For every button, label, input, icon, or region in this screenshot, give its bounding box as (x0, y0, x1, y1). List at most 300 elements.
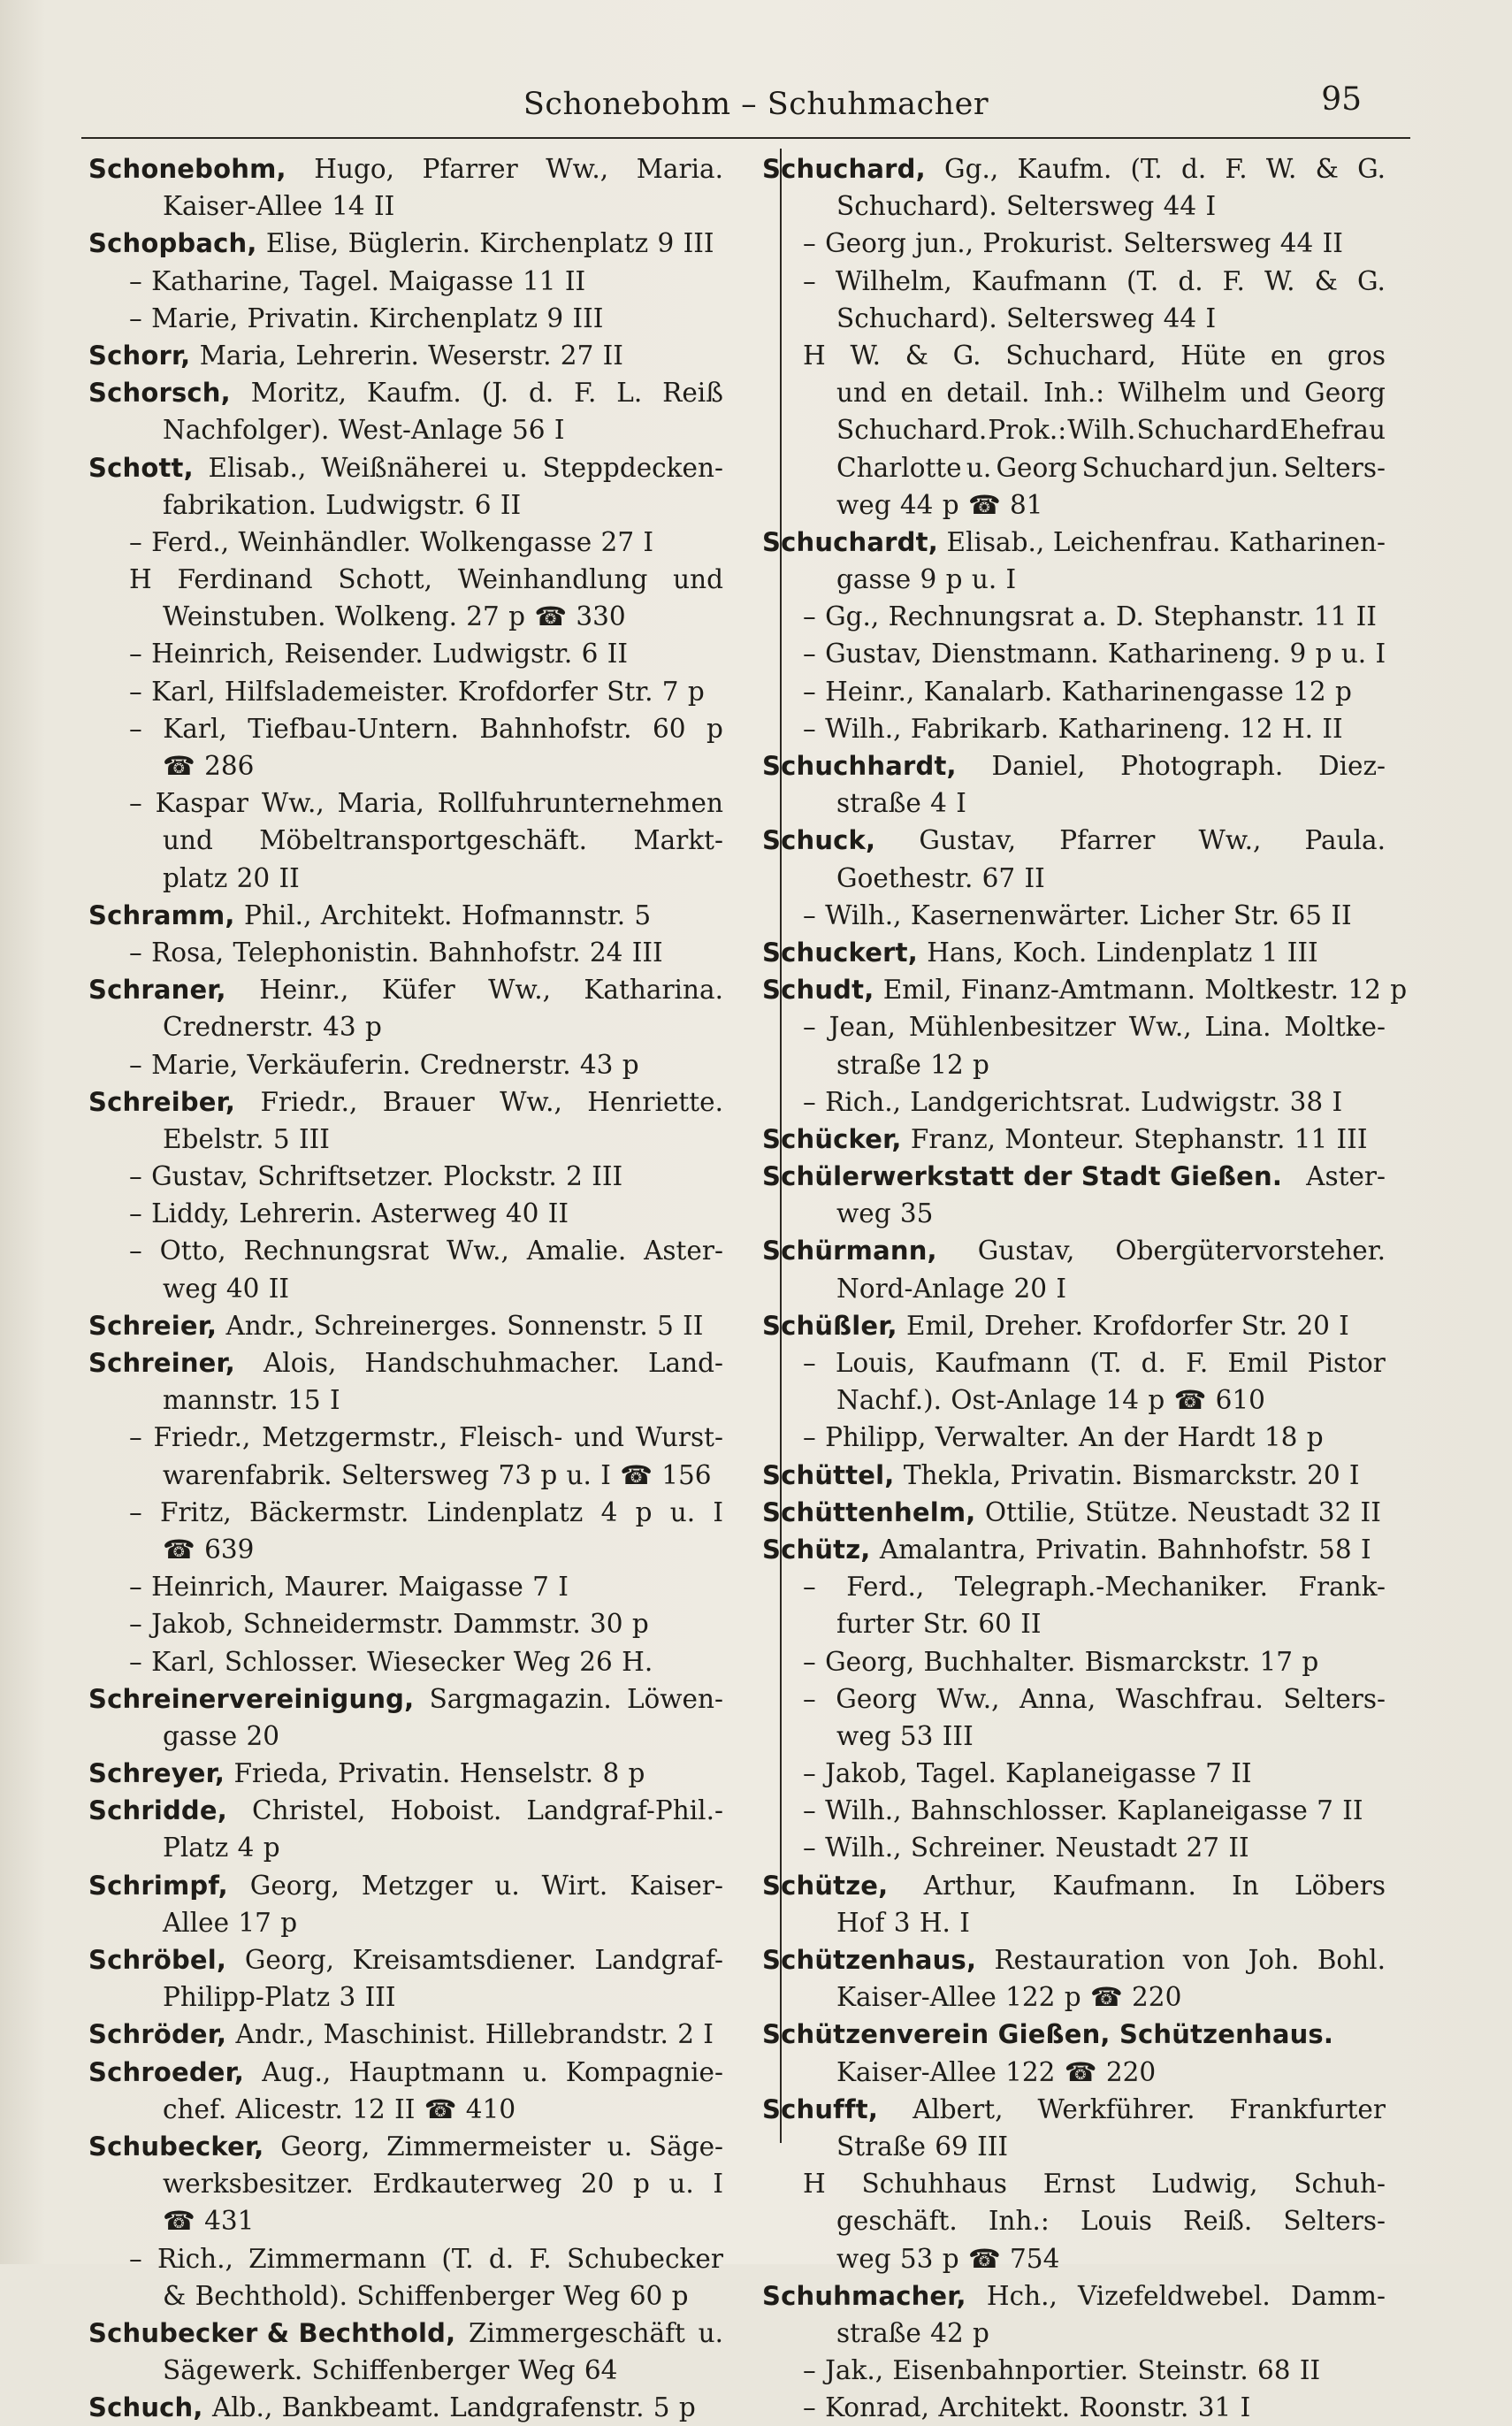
entry-line (88, 710, 723, 747)
entry-word: p (945, 564, 963, 595)
entry-word: Löbers (1294, 1870, 1386, 1901)
entry-word: d. (528, 378, 554, 409)
entry-word: Bismarckstr. (1084, 1646, 1251, 1677)
entry-word: Lehrerin. (239, 1198, 363, 1229)
entry-word: – (803, 639, 816, 670)
entry-word: p (942, 2243, 959, 2274)
directory-entry (88, 1158, 723, 1195)
entry-word: p (280, 1907, 298, 1938)
entry-word: straße (836, 2317, 921, 2348)
entry-word: Monteur. (1004, 1123, 1125, 1154)
entry-word: Crednerstr. (163, 1012, 314, 1043)
entry-word: Ww., (488, 975, 551, 1006)
entry-word: Selters- (1283, 452, 1386, 483)
entry-word: u. (966, 452, 992, 483)
entry-word: Charlotte (836, 452, 962, 483)
entry-line (88, 1494, 723, 1531)
entry-word: Krofdorfer (1092, 1310, 1233, 1341)
entry-word: Alois, (263, 1348, 337, 1378)
entry-headword: Schudt, (762, 975, 874, 1006)
entry-word: West-Anlage (338, 415, 503, 446)
entry-word: Gustav, (825, 639, 922, 670)
entry-word: Nord-Anlage (836, 1273, 1005, 1304)
entry-line (762, 860, 1386, 897)
entry-word: W. (1265, 154, 1297, 184)
entry-word: 35 (899, 1198, 934, 1229)
directory-entry (88, 2016, 723, 2053)
entry-word: u. (566, 1459, 592, 1490)
entry-word: – (803, 1795, 816, 1826)
directory-entry (762, 673, 1386, 710)
entry-word: Str. (922, 1609, 970, 1640)
entry-word: Str. (1233, 899, 1280, 930)
entry-word: Frank- (1298, 1572, 1386, 1603)
entry-word: Gustav, (919, 825, 1017, 856)
entry-word: – (129, 2243, 142, 2274)
entry-word: 12 (930, 1049, 964, 1080)
entry-line (88, 150, 723, 187)
entry-line (88, 225, 723, 262)
entry-word: 30 (590, 1609, 623, 1640)
entry-word: 43 (323, 1012, 356, 1043)
entry-word: Thekla, (903, 1459, 1002, 1490)
entry-word: 38 (1289, 1086, 1324, 1117)
entry-word: u. (698, 2317, 723, 2348)
entry-word: – (803, 1833, 816, 1864)
phone-icon: ☎ (163, 2206, 195, 2237)
entry-word: und (836, 378, 887, 409)
entry-word: Hardt (1177, 1422, 1256, 1453)
entry-line (762, 263, 1386, 300)
entry-word: II (1024, 862, 1045, 893)
entry-word: Photograph. (1120, 751, 1284, 781)
entry-word: Sägewerk. (163, 2355, 303, 2386)
entry-word: II (1322, 228, 1343, 259)
entry-line (88, 449, 723, 486)
directory-entry (762, 1083, 1386, 1121)
entry-word: II (1299, 2355, 1321, 2386)
entry-word: Emil, (882, 975, 952, 1006)
entry-word: Hof (836, 1907, 885, 1938)
entry-word: gasse (836, 564, 912, 595)
entry-word: & (1314, 265, 1338, 296)
entry-word: F. (1222, 265, 1245, 296)
entry-line (762, 1232, 1386, 1269)
entry-word: Wiesecker (367, 1646, 505, 1677)
entry-word: Georg, (244, 1945, 334, 1975)
entry-word: Straße (836, 2131, 926, 2162)
entry-word: 9 (546, 302, 564, 333)
entry-word: Arthur, (923, 1870, 1018, 1901)
entry-word: 20 (1013, 1273, 1048, 1304)
entry-line (88, 1270, 723, 1307)
entry-word: Rich., (157, 2243, 233, 2274)
entry-word: u. (494, 1870, 520, 1901)
entry-word: 31 (1197, 2392, 1232, 2423)
entry-word: 7 (532, 1572, 549, 1603)
directory-entry (762, 822, 1386, 896)
entry-word: mannstr. (163, 1385, 279, 1416)
entry-word: Kanalarb. (923, 676, 1053, 707)
entry-word: – (803, 899, 816, 930)
entry-line (88, 2315, 723, 2352)
entry-word: 156 (661, 1459, 712, 1490)
entry-word: – (803, 676, 816, 707)
entry-line (88, 1232, 723, 1269)
entry-word: Schuchard (1136, 415, 1279, 446)
entry-word: Georg, (249, 1870, 340, 1901)
entry-word: p (635, 1496, 653, 1527)
entry-word: 12 (1348, 975, 1381, 1006)
entry-headword: Schütz, (762, 1534, 871, 1565)
entry-word: Bismarckstr. (1132, 1459, 1298, 1490)
entry-word: Weg (563, 2280, 621, 2311)
entry-word: Marie, (151, 1049, 239, 1080)
directory-entry (762, 747, 1386, 822)
entry-word: Kaplaneigasse (1117, 1795, 1308, 1826)
directory-entry (88, 1792, 723, 1866)
entry-word: Rollfuhrunternehmen (437, 788, 723, 819)
entry-word: Kreisamtsdiener. (352, 1945, 577, 1975)
entry-headword: Schütze, (762, 1870, 889, 1901)
entry-word: Vizefeldwebel. (1077, 2280, 1271, 2311)
directory-entry (762, 150, 1386, 225)
entry-word: Philipp, (825, 1422, 927, 1453)
entry-line (762, 2128, 1386, 2165)
entry-word: Louis, (835, 1348, 916, 1378)
entry-word: 4 (930, 788, 947, 819)
entry-line (88, 2202, 723, 2239)
entry-word: p (1334, 676, 1352, 707)
entry-word: I (1332, 1086, 1343, 1117)
directory-entry (88, 897, 723, 934)
entry-word: Christel, (252, 1795, 366, 1826)
entry-word: Henselstr. (459, 1758, 594, 1789)
entry-word: Heinr., (825, 676, 915, 707)
entry-line (88, 1718, 723, 1755)
entry-word: Wilh., (825, 1833, 902, 1864)
entry-word: weg (836, 1720, 891, 1751)
entry-word: platz (163, 862, 228, 893)
entry-word: der (1123, 1422, 1169, 1453)
entry-word: 5 (653, 2392, 670, 2423)
entry-line (88, 1046, 723, 1083)
entry-headword: Schreinervereinigung, (88, 1683, 415, 1714)
entry-word: Ferd., (846, 1572, 925, 1603)
entry-headword: Schüßler, (762, 1310, 897, 1341)
directory-entry (762, 934, 1386, 971)
entry-word: a. (1082, 601, 1107, 632)
entry-headword: Schreyer, (88, 1758, 225, 1789)
entry-headword: Schuchardt, (762, 526, 938, 557)
entry-line (762, 1419, 1386, 1456)
entry-word: Schuchard). (836, 302, 997, 333)
entry-word: d. (488, 2243, 515, 2274)
directory-entry (762, 1568, 1386, 1642)
entry-word: Ehefrau (1279, 415, 1386, 446)
entry-word: Albert, (913, 2093, 1004, 2124)
entry-line (762, 225, 1386, 262)
entry-word: 3 (339, 1982, 356, 2013)
entry-word: d. (1178, 265, 1203, 296)
entry-headword: Schorr, (88, 340, 191, 371)
entry-word: jun. (1228, 452, 1279, 483)
entry-word: Ww., (936, 1683, 1000, 1714)
entry-word: Crednerstr. (419, 1049, 571, 1080)
entry-word: Gustav, (151, 1161, 248, 1192)
entry-word: Pistor (1307, 1348, 1386, 1378)
entry-word: 122 (1005, 1982, 1056, 2013)
entry-line (88, 2091, 723, 2128)
entry-line (88, 1195, 723, 1232)
phone-icon: ☎ (424, 2093, 457, 2124)
entry-word: en (900, 378, 933, 409)
entry-word: Stephanstr. (1153, 601, 1305, 632)
entry-word: Bahnhofstr. (428, 937, 581, 968)
entry-word: Löwen- (626, 1683, 723, 1714)
entry-word: Karl, (151, 676, 216, 707)
entry-word: Brauer (382, 1086, 475, 1117)
entry-word: Jakob, (151, 1609, 234, 1640)
entry-word: Küfer (381, 975, 455, 1006)
entry-word: I (1375, 639, 1386, 670)
entry-word: Schuchard, (1005, 340, 1157, 371)
entry-word: F. (574, 378, 597, 409)
entry-word: Louis (1080, 2206, 1152, 2237)
entry-word: Inh.: (988, 2206, 1050, 2237)
entry-headword: Schürmann, (762, 1236, 937, 1267)
entry-word: p (1148, 1385, 1165, 1416)
entry-word: II (500, 489, 522, 520)
entry-word: Landgrafenstr. (449, 2392, 645, 2423)
directory-entry (88, 1195, 723, 1232)
entry-word: Emil, (906, 1310, 975, 1341)
entry-word: d. (1180, 154, 1207, 184)
entry-word: 5 (657, 1310, 674, 1341)
directory-entry (88, 225, 723, 262)
directory-entry (762, 1867, 1386, 1941)
entry-line (762, 747, 1386, 784)
entry-word: Tagel. (299, 265, 379, 296)
entry-word: 42 (930, 2317, 964, 2348)
entry-word: 20 (1307, 1459, 1340, 1490)
entry-word: Bahnhofstr. (479, 713, 632, 744)
directory-entry (762, 1643, 1386, 1680)
entry-word: Rosa, (151, 937, 225, 968)
entry-line (88, 784, 723, 822)
entry-word: Plockstr. (443, 1161, 557, 1192)
entry-word: II (1342, 1795, 1363, 1826)
entry-line (762, 710, 1386, 747)
entry-word: Privatin. (1010, 1459, 1123, 1490)
entry-word: chef. (163, 2093, 227, 2124)
entry-word: 73 (498, 1459, 531, 1490)
entry-word: Diez- (1317, 751, 1386, 781)
directory-entry (88, 150, 723, 225)
directory-entry (762, 897, 1386, 934)
entry-word: 43 (579, 1049, 614, 1080)
entry-line (88, 1792, 723, 1829)
entry-word: Otto, (159, 1236, 226, 1267)
entry-word: Eisenbahnportier. (892, 2355, 1129, 2386)
directory-entry (762, 598, 1386, 635)
entry-line (88, 2165, 723, 2202)
entry-line (762, 1008, 1386, 1045)
entry-word: – (803, 601, 816, 632)
entry-word: Inh.: (1043, 378, 1105, 409)
entry-word: Werkführer. (1037, 2093, 1195, 2124)
entry-word: I (1360, 1534, 1371, 1565)
entry-word: II (1360, 1496, 1381, 1527)
entry-word: Andr., (235, 2019, 315, 2050)
entry-word: Asterweg (371, 1198, 497, 1229)
entry-word: 639 (204, 1534, 255, 1565)
entry-headword: Schopbach, (88, 228, 257, 259)
directory-entry (762, 2352, 1386, 2389)
entry-word: detail. (946, 378, 1030, 409)
entry-word: III (1287, 937, 1318, 968)
entry-word: – (129, 1496, 142, 1527)
entry-line (762, 2091, 1386, 2128)
entry-line (88, 1531, 723, 1568)
entry-word: Land- (647, 1348, 723, 1378)
directory-entry (762, 2016, 1386, 2090)
directory-entry (88, 1643, 723, 1680)
entry-word: II (602, 340, 623, 371)
entry-line (762, 486, 1386, 524)
entry-word: Frankfurter (1229, 2093, 1386, 2124)
entry-word: u. (668, 2169, 694, 2200)
entry-line (88, 263, 723, 300)
entry-word: Landgraf- (594, 1945, 723, 1975)
entry-word: Kaiser-Allee (836, 2056, 997, 2087)
right-column (762, 150, 1408, 2426)
entry-word: Seltersweg (1123, 228, 1271, 259)
entry-word: 67 (981, 862, 1016, 893)
entry-word: II (547, 1198, 569, 1229)
entry-word: – (129, 937, 142, 968)
entry-word: Hauptmann (348, 2056, 506, 2087)
entry-word: – (129, 1572, 142, 1603)
entry-line (88, 411, 723, 448)
entry-word: Ludwig, (1151, 2169, 1258, 2200)
entry-word: Roonstr. (1079, 2392, 1189, 2423)
directory-entry (88, 934, 723, 971)
entry-word: III (592, 1161, 623, 1192)
entry-line (762, 1829, 1386, 1866)
entry-line (88, 1680, 723, 1718)
entry-word: Zimmermeister (386, 2131, 591, 2162)
entry-word: 1 (1261, 937, 1279, 968)
entry-line (88, 187, 723, 225)
entry-word: – (803, 1348, 816, 1378)
directory-entry (88, 673, 723, 710)
entry-headword: Schubecker & Bechthold, (88, 2317, 456, 2348)
entry-word: III (298, 1123, 330, 1154)
entry-word: 53 (899, 1720, 934, 1751)
entry-word: Metzgermstr., (262, 1422, 448, 1453)
entry-word: – (803, 1758, 816, 1789)
entry-headword: Schuch, (88, 2392, 203, 2423)
entry-headword: Schuckert, (762, 937, 918, 968)
entry-word: Schuchard. (836, 415, 988, 446)
entry-word: 11 (1294, 1123, 1328, 1154)
entry-line (762, 971, 1408, 1008)
entry-line (88, 2352, 723, 2389)
entry-word: Str. (1241, 1310, 1287, 1341)
entry-word: Ernst (1042, 2169, 1116, 2200)
entry-line (762, 2315, 1386, 2352)
entry-word: 8 (602, 1758, 620, 1789)
entry-line (762, 1457, 1386, 1494)
entry-word: Neustadt (1055, 1833, 1178, 1864)
entry-word: (T. (441, 2243, 474, 2274)
entry-word: 610 (1215, 1385, 1265, 1416)
entry-headword: Schubecker, (88, 2131, 264, 2162)
entry-word: Bankbeamt. (281, 2392, 440, 2423)
entry-word: 53 (899, 2243, 934, 2274)
entry-word: Prokurist. (982, 228, 1114, 259)
entry-word: III (977, 2131, 1009, 2162)
directory-entry (762, 2091, 1386, 2165)
directory-entry (88, 1419, 723, 1493)
entry-word: I (1348, 1459, 1360, 1490)
entry-headword: Schützenverein Gießen, Schützenhaus. (762, 2019, 1334, 2050)
header-rule (81, 137, 1410, 139)
entry-word: Kompagnie- (565, 2056, 723, 2087)
entry-word: p (508, 601, 526, 632)
entry-word: H (129, 564, 152, 595)
entry-word: Verwalter. (935, 1422, 1070, 1453)
entry-word: 44 (1279, 228, 1314, 259)
entry-word: 44 (1163, 191, 1197, 222)
entry-line (762, 1941, 1386, 1978)
entry-word: – (129, 1646, 142, 1677)
entry-line (88, 524, 723, 561)
entry-line (762, 2277, 1386, 2315)
entry-word: warenfabrik. (163, 1459, 332, 1490)
entry-word: Schiffenberger (356, 2280, 554, 2311)
entry-word: Ferd., (151, 526, 230, 557)
entry-word: Kaspar (155, 788, 248, 819)
phone-icon: ☎ (534, 601, 568, 632)
entry-word: Elisab., (208, 452, 307, 483)
entry-word: Kirchenplatz (479, 228, 649, 259)
entry-word: Katharine, (151, 265, 291, 296)
entry-word: Ww., (1128, 1012, 1192, 1043)
entry-word: Goethestr. (836, 862, 974, 893)
entry-line (762, 1755, 1386, 1792)
entry-word: – (129, 1422, 142, 1453)
entry-word: II (268, 1273, 290, 1304)
entry-word: Ost-Anlage (951, 1385, 1097, 1416)
entry-word: Metzger (361, 1870, 473, 1901)
directory-entry (88, 374, 723, 448)
directory-entry (88, 1046, 723, 1083)
entry-headword: Schröbel, (88, 1945, 227, 1975)
entry-word: Philipp-Platz (163, 1982, 331, 2013)
entry-line (88, 2277, 723, 2315)
entry-headword: Schraner, (88, 975, 226, 1006)
entry-word: 40 (505, 1198, 539, 1229)
entry-line (762, 934, 1386, 971)
entry-line (762, 1121, 1386, 1158)
entry-line (762, 2165, 1386, 2202)
directory-entry (762, 1792, 1386, 1829)
entry-word: – (803, 1683, 816, 1714)
entry-word: Fleisch- (458, 1422, 563, 1453)
entry-word: Sonnenstr. (507, 1310, 648, 1341)
